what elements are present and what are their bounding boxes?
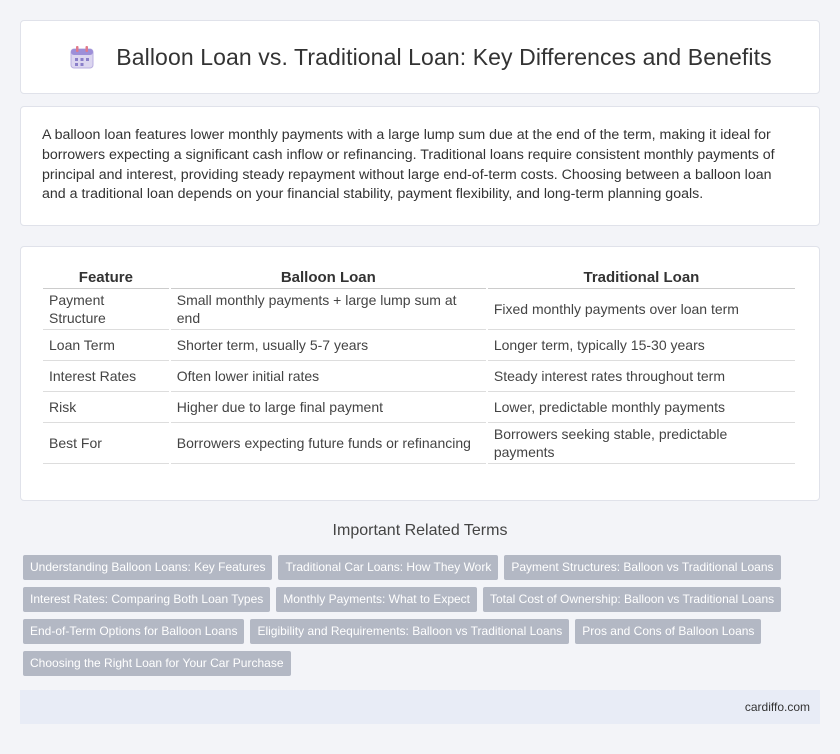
page-title: Balloon Loan vs. Traditional Loan: Key Differences and Benefits xyxy=(116,43,772,70)
table-cell: Best For xyxy=(43,423,169,464)
table-row xyxy=(43,361,795,392)
comparison-table-card xyxy=(20,246,820,501)
summary-text: A balloon loan features lower monthly payments with a large lump sum due at the end of the term, making it ideal for borrowers expecting a significant cash inflow or refinancing. Traditional loans require consistent monthly payments of principal and interest, providing steady repayment without large end-of-term costs. Choosing between a balloon loan and a traditional loan depends on your financial stability, payment flexibility, and long-term planning goals. xyxy=(42,127,775,203)
table-cell: Interest Rates xyxy=(43,361,169,392)
footer xyxy=(20,690,820,724)
table-cell: Borrowers expecting future funds or refinancing xyxy=(171,423,486,464)
table-cell: Risk xyxy=(43,392,169,423)
table-cell: Steady interest rates throughout term xyxy=(488,361,795,392)
related-terms-list xyxy=(23,555,813,683)
table-cell: Shorter term, usually 5-7 years xyxy=(171,330,486,361)
related-term-tag[interactable]: End-of-Term Options for Balloon Loans xyxy=(23,619,244,644)
table-cell: Often lower initial rates xyxy=(171,361,486,392)
table-header-row xyxy=(43,265,795,289)
table-cell: Loan Term xyxy=(43,330,169,361)
table-cell: Borrowers seeking stable, predictable payments xyxy=(488,423,795,464)
table-row xyxy=(43,392,795,423)
related-term-tag[interactable]: Traditional Car Loans: How They Work xyxy=(278,555,498,580)
related-term-tag[interactable]: Interest Rates: Comparing Both Loan Types xyxy=(23,587,270,612)
header-traditional-loan: Traditional Loan xyxy=(488,265,795,289)
table-row xyxy=(43,289,795,330)
related-terms-title: Important Related Terms xyxy=(332,522,508,539)
related-term-tag[interactable]: Monthly Payments: What to Expect xyxy=(276,587,477,612)
summary-card xyxy=(20,106,820,226)
related-term-tag[interactable]: Total Cost of Ownership: Balloon vs Traditional Loans xyxy=(483,587,781,612)
comparison-table xyxy=(41,265,797,464)
title-card xyxy=(20,20,820,94)
table-cell: Payment Structure xyxy=(43,289,169,330)
calendar-icon xyxy=(68,43,96,71)
related-term-tag[interactable]: Understanding Balloon Loans: Key Features xyxy=(23,555,272,580)
table-cell: Small monthly payments + large lump sum at end xyxy=(171,289,486,330)
footer-site-link[interactable]: cardiffo.com xyxy=(744,700,810,714)
related-term-tag[interactable]: Choosing the Right Loan for Your Car Purchase xyxy=(23,651,291,676)
related-term-tag[interactable]: Eligibility and Requirements: Balloon vs Traditional Loans xyxy=(250,619,569,644)
header-balloon-loan: Balloon Loan xyxy=(171,265,486,289)
table-cell: Longer term, typically 15-30 years xyxy=(488,330,795,361)
table-row xyxy=(43,330,795,361)
table-cell: Lower, predictable monthly payments xyxy=(488,392,795,423)
table-cell: Higher due to large final payment xyxy=(171,392,486,423)
table-cell: Fixed monthly payments over loan term xyxy=(488,289,795,330)
related-term-tag[interactable]: Pros and Cons of Balloon Loans xyxy=(575,619,761,644)
related-term-tag[interactable]: Payment Structures: Balloon vs Traditional Loans xyxy=(504,555,780,580)
table-row xyxy=(43,423,795,464)
header-feature: Feature xyxy=(43,265,169,289)
